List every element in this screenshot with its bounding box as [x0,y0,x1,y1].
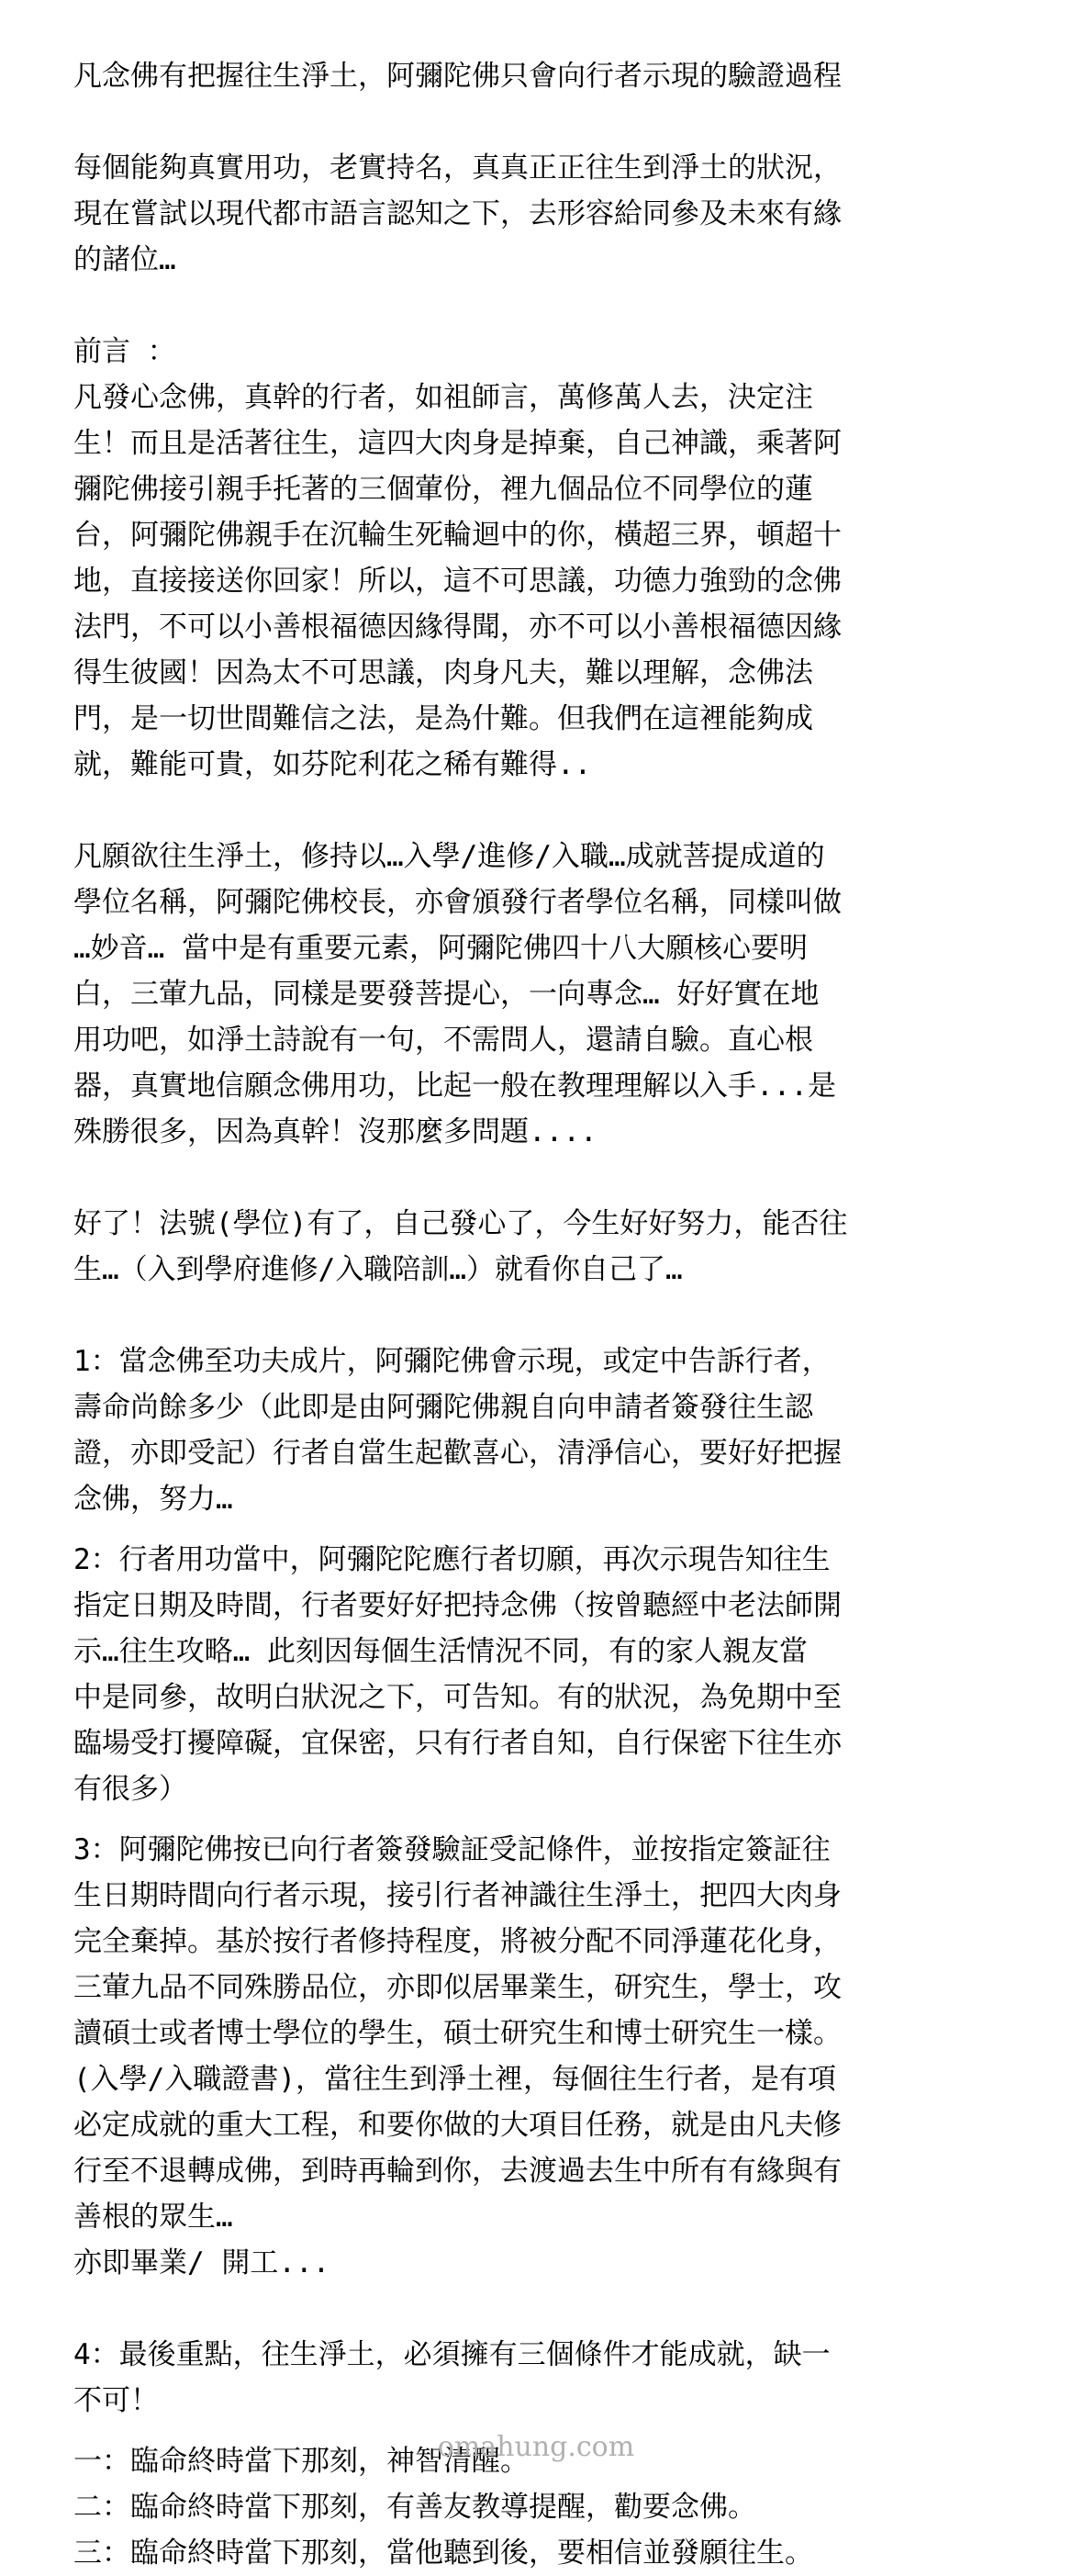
paragraph-line: (入學/入職證書)，當往生到淨土裡，每個往生行者，是有項 [73,2063,836,2096]
paragraph-line: 得生彼國！因為太不可思議，肉身凡夫，難以理解，念佛法 [73,656,813,689]
paragraph-line: 證，亦即受記）行者自當生起歡喜心，清淨信心，要好好把握 [73,1437,842,1470]
paragraph-gap [73,1155,1010,1201]
paragraph-intro [73,145,1010,283]
paragraph-line: 中是同參，故明白狀況之下，可告知。有的狀況，為免期中至 [73,1681,842,1714]
paragraph-line: 1：當念佛至功夫成片，阿彌陀佛會示現，或定中告訴行者， [73,1345,831,1378]
paragraph-line: 前言 ： [73,335,176,368]
paragraph-line: 的諸位… [73,243,176,276]
paragraph-line: 示…往生攻略… 此刻因每個生活情況不同，有的家人親友當 [73,1635,808,1668]
paragraph-degree [73,834,1010,1155]
paragraph-line: 凡願欲往生淨土，修持以…入學/進修/入職…成就菩提成道的 [73,840,825,873]
paragraph-line: 台，阿彌陀佛親手在沉輪生死輪迴中的你，橫超三界，頓超十 [73,519,842,552]
paragraph-line: 彌陀佛接引親手托著的三個葷份，裡九個品位不同學位的蓮 [73,473,813,506]
paragraph-point-1 [73,1338,1010,1522]
paragraph-gap [73,1812,1010,1827]
paragraph-line: 地，直接接送你回家！所以，這不可思議，功德力強勁的念佛 [73,565,842,598]
paragraph-line: 完全棄掉。基於按行者修持程度，將被分配不同淨蓮花化身， [73,1925,842,1958]
paragraph-gap [73,788,1010,834]
paragraph-line: 指定日期及時間，行者要好好把持念佛（按曾聽經中老法師開 [73,1589,842,1622]
paragraph-gap [73,283,1010,329]
paragraph-line: 三：臨命終時當下那刻，當他聽到後，要相信並發願往生。 [73,2537,813,2570]
paragraph-point-2 [73,1537,1010,1812]
paragraph-line: 白，三葷九品，同樣是要發菩提心，一向專念… 好好實在地 [73,978,820,1011]
paragraph-line: 生！而且是活著往生，這四大肉身是掉棄，自己神識，乘著阿 [73,427,842,460]
paragraph-line: 生…（入到學府進修/入職陪訓…）就看你自己了… [73,1253,683,1286]
paragraph-line: 4：最後重點，往生淨土，必須擁有三個條件才能成就，缺一 [73,2338,831,2371]
paragraph-line: 二：臨命終時當下那刻，有善友教導提醒，勸要念佛。 [73,2491,756,2524]
document-body [73,53,1010,2576]
paragraph-line: 現在嘗試以現代都市語言認知之下，去形容給同參及未來有緣 [73,197,842,230]
paragraph-line: 2：行者用功當中，阿彌陀陀應行者切願，再次示現告知往生 [73,1543,831,1576]
paragraph-gap [73,99,1010,145]
paragraph-line: 凡發心念佛，真幹的行者，如祖師言，萬修萬人去，決定注 [73,381,813,414]
paragraph-line: 壽命尚餘多少（此即是由阿彌陀佛親自向申請者簽發往生認 [73,1391,813,1424]
paragraph-gap [73,1522,1010,1537]
paragraph-line: 行至不退轉成佛，到時再輪到你，去渡過去生中所有有緣與有 [73,2155,842,2188]
paragraph-line: 門，是一切世間難信之法，是為什難。但我們在這裡能夠成 [73,702,813,735]
paragraph-line: 用功吧，如淨土詩說有一句，不需問人，還請自驗。直心根 [73,1024,813,1057]
paragraph-line: 生日期時間向行者示現，接引行者神識往生淨土，把四大肉身 [73,1879,842,1912]
paragraph-line: 臨場受打擾障礙，宜保密，只有行者自知，自行保密下往生亦 [73,1727,842,1760]
paragraph-dharma-name [73,1201,1010,1293]
paragraph-point-3 [73,1827,1010,2286]
paragraph-line: 3：阿彌陀佛按已向行者簽發驗証受記條件，並按指定簽証往 [73,1833,831,1866]
paragraph-line: 殊勝很多，因為真幹！沒那麼多問題.... [73,1115,597,1148]
paragraph-line: 就，難能可貴，如芬陀利花之稀有難得.. [73,748,592,781]
paragraph-line: 一：臨命終時當下那刻，神智清醒。 [73,2445,529,2478]
paragraph-container [73,145,1010,2576]
paragraph-gap [73,1293,1010,1338]
paragraph-line: 每個能夠真實用功，老實持名，真真正正往生到淨土的狀況， [73,151,842,185]
paragraph-line: 學位名稱，阿彌陀佛校長，亦會頒發行者學位名稱，同樣叫做 [73,886,842,919]
paragraph-line: 念佛，努力… [73,1483,233,1516]
paragraph-line: 有很多） [73,1773,187,1806]
watermark: omahung.com [437,2431,635,2463]
paragraph-line: 器，真實地信願念佛用功，比起一般在教理理解以入手...是 [73,1070,836,1103]
paragraph-line: 法門，不可以小善根福德因緣得聞，亦不可以小善根福德因緣 [73,610,842,644]
paragraph-line: 善根的眾生… [73,2201,233,2234]
paragraph-line: …妙音… 當中是有重要元素，阿彌陀佛四十八大願核心要明 [73,932,808,965]
paragraph-line: 必定成就的重大工程，和要你做的大項目任務，就是由凡夫修 [73,2109,842,2142]
paragraph-preface [73,329,1010,788]
document-title: 凡念佛有把握往生淨土，阿彌陀佛只會向行者示現的驗證過程 [73,60,842,93]
paragraph-point-4 [73,2332,1010,2424]
paragraph-gap [73,2286,1010,2332]
paragraph-line: 亦即畢業/ 開工... [73,2246,330,2279]
paragraph-line: 三葷九品不同殊勝品位，亦即似居畢業生，研究生，學士，攻 [73,1971,842,2004]
paragraph-line: 好了！法號(學位)有了，自己發心了，今生好好努力，能否往 [73,1207,848,1240]
paragraph-line: 不可！ [73,2384,159,2417]
paragraph-line: 讀碩士或者博士學位的學生，碩士研究生和博士研究生一樣。 [73,2017,842,2050]
